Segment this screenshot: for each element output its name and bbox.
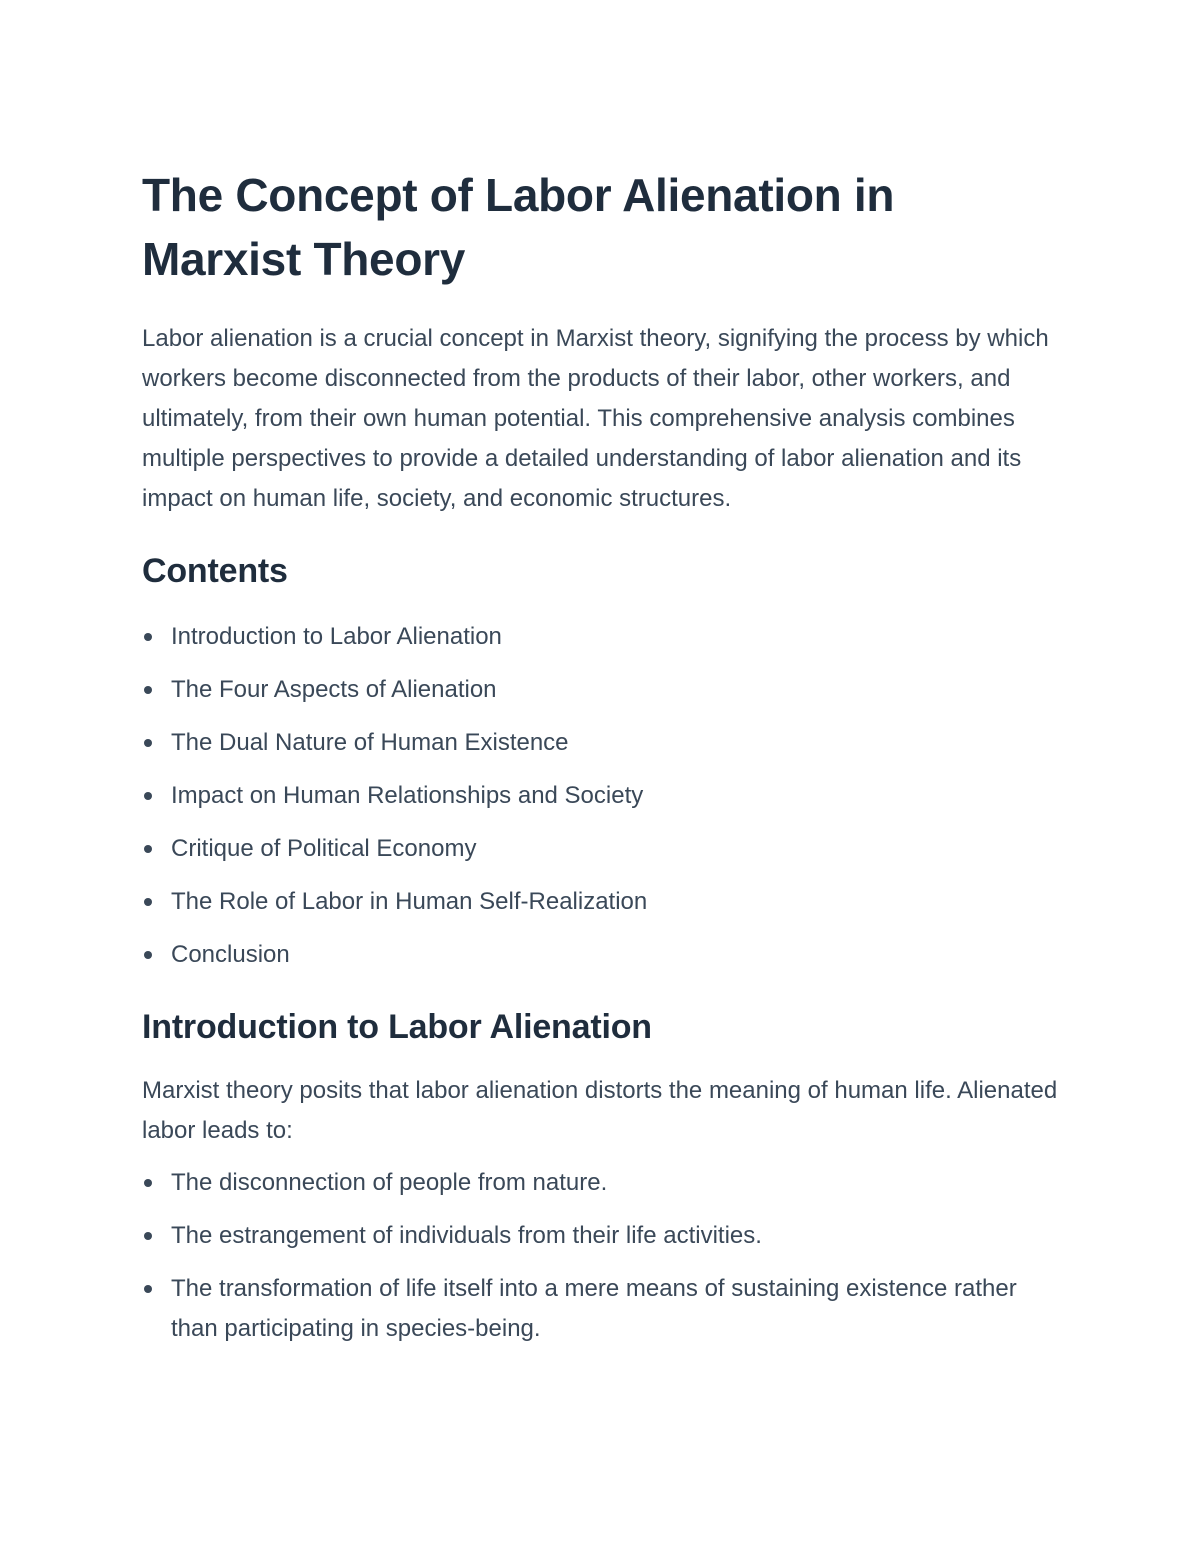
contents-item xyxy=(142,617,1062,657)
contents-item-text: Critique of Political Economy xyxy=(171,835,477,862)
list-item-text: The estrangement of individuals from their life activities. xyxy=(171,1222,762,1249)
contents-item-text: The Role of Labor in Human Self-Realization xyxy=(171,888,648,915)
contents-item-text: Introduction to Labor Alienation xyxy=(171,623,502,650)
bullet-icon xyxy=(144,739,152,747)
section-heading: Introduction to Labor Alienation xyxy=(142,1008,652,1046)
list-item xyxy=(142,1163,1062,1203)
contents-item-text: The Dual Nature of Human Existence xyxy=(171,729,569,756)
bullet-icon xyxy=(144,1285,152,1293)
list-item-text: The transformation of life itself into a mere means of sustaining existence rather than participating in species-being. xyxy=(171,1275,1017,1342)
bullet-icon xyxy=(144,1232,152,1240)
intro-paragraph: Labor alienation is a crucial concept in Marxist theory, signifying the process by which workers become disconnected from the products of their labor, other workers, and ultimately, from their own human potential. This comprehensive analysis combines multiple perspectives to provide a detailed understanding of labor alienation and its impact on human life, society, and economic structures. xyxy=(142,325,1049,512)
section-paragraph: Marxist theory posits that labor alienation distorts the meaning of human life. Alienated labor leads to: xyxy=(142,1077,1058,1144)
contents-item xyxy=(142,935,1062,975)
bullet-icon xyxy=(144,898,152,906)
bullet-icon xyxy=(144,686,152,694)
list-item xyxy=(142,1216,1062,1256)
bullet-icon xyxy=(144,792,152,800)
section-list xyxy=(142,1163,1062,1349)
contents-list xyxy=(142,617,1062,975)
bullet-icon xyxy=(144,951,152,959)
bullet-icon xyxy=(144,845,152,853)
list-item xyxy=(142,1269,1062,1349)
contents-item xyxy=(142,723,1062,763)
list-item-text: The disconnection of people from nature. xyxy=(171,1169,608,1196)
contents-item-text: The Four Aspects of Alienation xyxy=(171,676,497,703)
document-page xyxy=(142,163,1062,1362)
bullet-icon xyxy=(144,633,152,641)
contents-item-text: Conclusion xyxy=(171,941,290,968)
contents-item xyxy=(142,776,1062,816)
contents-item-text: Impact on Human Relationships and Society xyxy=(171,782,644,809)
contents-item xyxy=(142,670,1062,710)
contents-item xyxy=(142,882,1062,922)
contents-heading: Contents xyxy=(142,552,288,590)
bullet-icon xyxy=(144,1179,152,1187)
contents-item xyxy=(142,829,1062,869)
document-title: The Concept of Labor Alienation in Marxist Theory xyxy=(142,169,895,285)
